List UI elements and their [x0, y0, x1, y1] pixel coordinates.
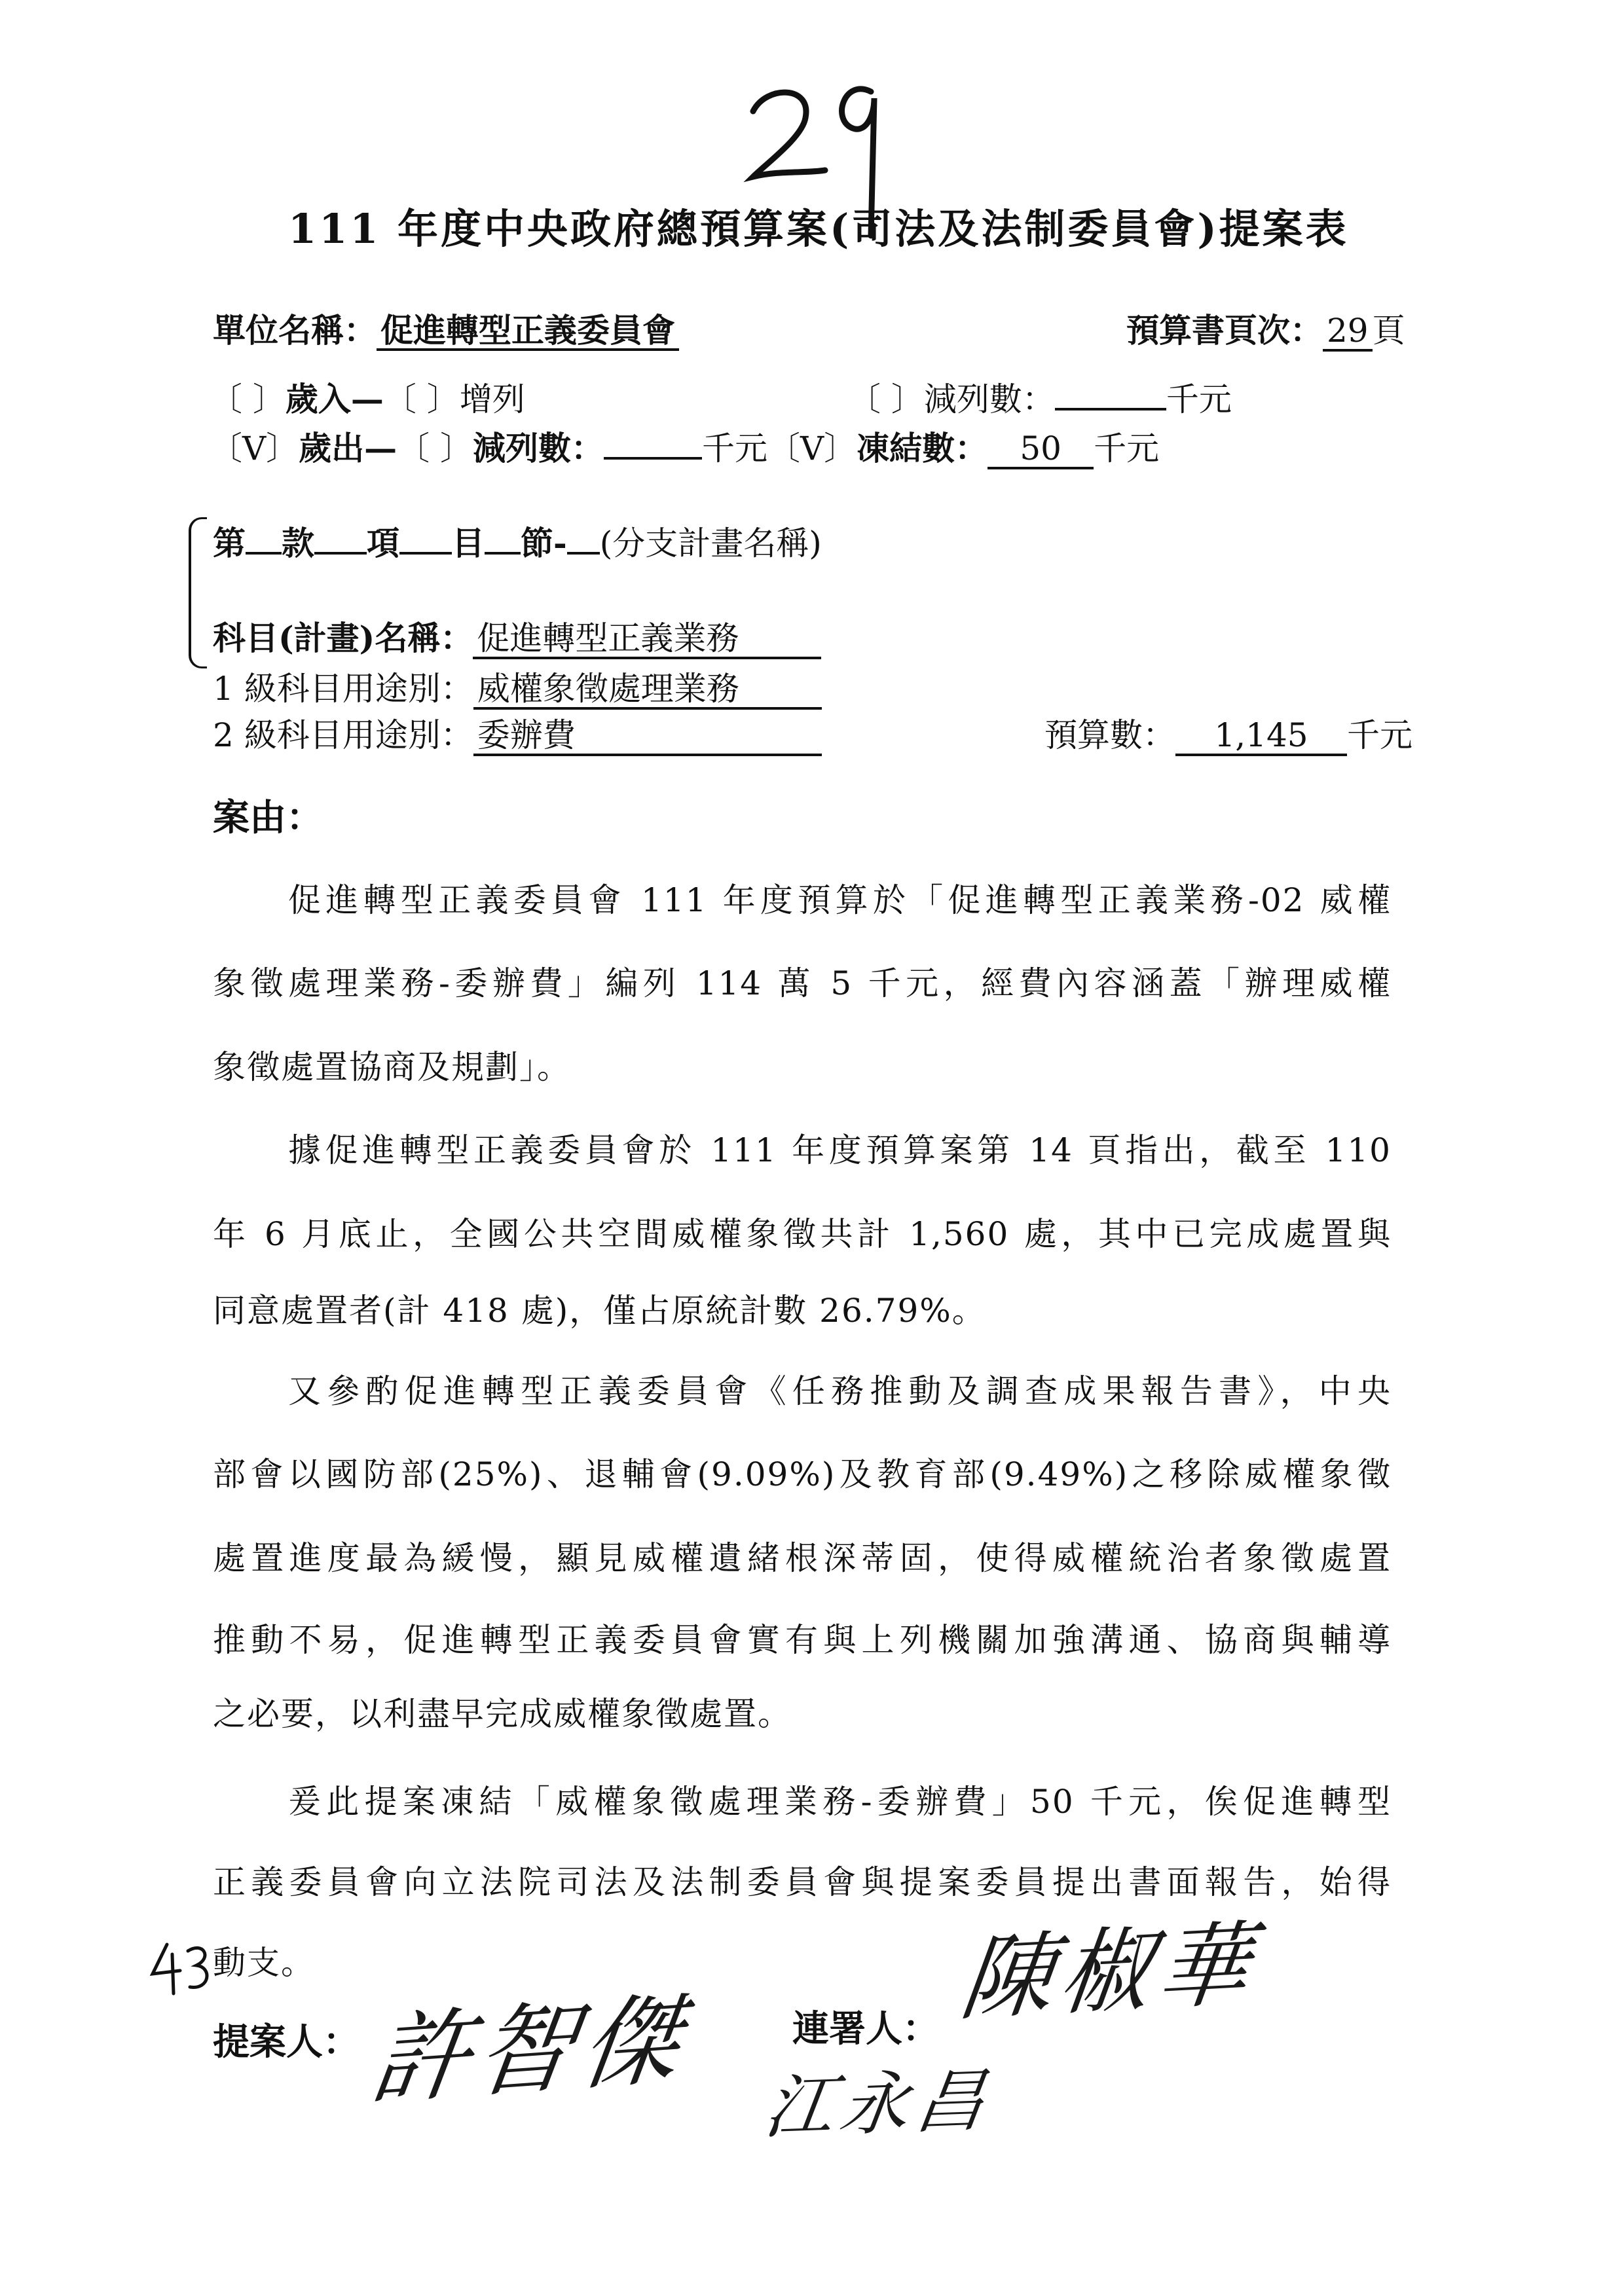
cosigner-signature-2: 江永昌 [760, 2060, 997, 2149]
budget-page-value: 29 [1323, 313, 1373, 352]
text-line: 促進轉型正義委員會 111 年度預算於「促進轉型正義業務-02 威權 [288, 881, 1392, 919]
freeze-amount: 50 [987, 431, 1094, 469]
branch-plan-name: (分支計畫名稱) [599, 524, 822, 562]
cosigner-label: 連署人： [792, 2007, 939, 2050]
budget-page-suffix: 頁 [1372, 312, 1405, 350]
reduction-unit: 千元 [1166, 380, 1232, 418]
expenditure-checkbox: 〔V〕 [210, 429, 299, 467]
level2-label: 2 級科目用途別： [213, 716, 473, 754]
reduction-amount-blank [1055, 382, 1166, 410]
section-line [213, 517, 822, 564]
handwritten-page-number [740, 65, 897, 196]
section-category: 目 [452, 524, 485, 562]
reduction-checkbox: 〔 〕 [848, 380, 924, 418]
unit-name-field [213, 304, 679, 352]
reason-heading: 案由： [213, 796, 323, 839]
handwritten-margin-note [147, 1938, 219, 1997]
revenue-reduction-row [848, 373, 1232, 420]
text-line: 之必要，以利盡早完成威權象徵處置。 [213, 1695, 792, 1733]
expenditure-reduction-blank [604, 431, 702, 460]
level1-value: 威權象徵處理業務 [473, 671, 822, 710]
freeze-label: 凍結數： [857, 429, 988, 467]
text-line: 動支。 [213, 1944, 315, 1982]
section-sub: 項 [367, 524, 399, 562]
level1-label: 1 級科目用途別： [213, 670, 473, 708]
text-line: 爰此提案凍結「威權象徵處理業務-委辦費」50 千元，俟促進轉型 [288, 1783, 1392, 1821]
expenditure-row [210, 422, 1159, 469]
proposer-label: 提案人： [213, 2020, 360, 2064]
subject-value: 促進轉型正義業務 [473, 621, 821, 659]
text-line: 據促進轉型正義委員會於 111 年度預算案第 14 頁指出，截至 110 [288, 1131, 1392, 1169]
form-title: 111 年度中央政府總預算案(司法及法制委員會)提案表 [288, 205, 1349, 253]
classification-brace [189, 517, 207, 668]
section-node: 節- [521, 524, 567, 562]
level1-field [213, 663, 822, 710]
reduction-label: 減列數： [923, 380, 1055, 418]
text-line: 部會以國防部(25%)、退輔會(9.09%)及教育部(9.49%)之移除威權象徵 [213, 1455, 1392, 1493]
section-part: 第 [213, 524, 246, 562]
freeze-unit: 千元 [1094, 429, 1160, 467]
increase-label: 增列 [459, 380, 525, 418]
expenditure-label: 歲出— [299, 429, 397, 467]
text-line: 象徵處理業務-委辦費」編列 114 萬 5 千元，經費內容涵蓋「辦理威權 [213, 964, 1392, 1002]
revenue-checkbox: 〔 〕 [210, 380, 286, 418]
budget-amount-field [1044, 709, 1412, 756]
freeze-checkbox: 〔V〕 [767, 429, 857, 467]
text-line: 正義委員會向立法院司法及法制委員會與提案委員提出書面報告，始得 [213, 1863, 1392, 1901]
revenue-row [210, 373, 525, 420]
subject-label: 科目(計畫)名稱： [213, 619, 473, 657]
increase-checkbox: 〔 〕 [383, 380, 460, 418]
expenditure-reduction-unit: 千元 [702, 429, 768, 467]
text-line: 同意處置者(計 418 處)，僅占原統計數 26.79%。 [213, 1292, 986, 1330]
unit-name-value: 促進轉型正義委員會 [377, 312, 679, 351]
text-line: 又參酌促進轉型正義委員會《任務推動及調查成果報告書》，中央 [288, 1372, 1392, 1410]
budget-page-field [1126, 304, 1405, 352]
unit-name-label: 單位名稱： [213, 311, 377, 350]
text-line: 處置進度最為緩慢，顯見威權遺緒根深蒂固，使得威權統治者象徵處置 [213, 1539, 1392, 1577]
proposer-signature: 許智傑 [364, 1982, 694, 2119]
cosigner-signature-1: 陳椒華 [955, 1910, 1263, 2034]
budget-amount-value: 1,145 [1175, 718, 1347, 756]
level2-value: 委辦費 [473, 718, 822, 756]
budget-amount-label: 預算數： [1044, 716, 1175, 754]
expenditure-reduction-checkbox: 〔 〕 [397, 429, 473, 467]
text-line: 推動不易，促進轉型正義委員會實有與上列機關加強溝通、協商與輔導 [213, 1621, 1392, 1659]
text-line: 象徵處置協商及規劃」。 [213, 1048, 571, 1086]
expenditure-reduction-label: 減列數： [473, 429, 604, 467]
text-line: 年 6 月底止，全國公共空間威權象徵共計 1,560 處，其中已完成處置與 [213, 1215, 1392, 1253]
budget-page-label: 預算書頁次： [1126, 311, 1323, 350]
subject-field [213, 612, 821, 659]
budget-amount-unit: 千元 [1347, 716, 1412, 754]
revenue-label: 歲入— [285, 380, 384, 418]
level2-field [213, 709, 822, 756]
section-item: 款 [282, 524, 314, 562]
